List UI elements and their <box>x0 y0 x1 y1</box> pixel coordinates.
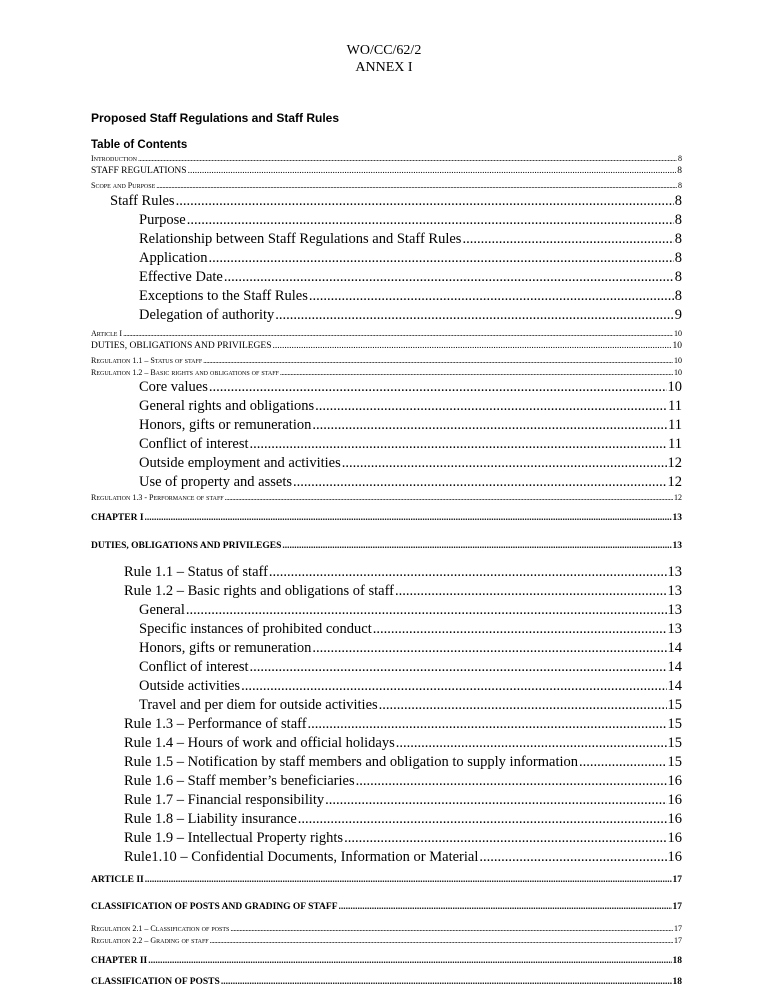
toc-entry-page: 8 <box>678 181 682 190</box>
toc-entry[interactable] <box>124 829 682 848</box>
toc-entry[interactable] <box>91 180 682 191</box>
toc-entry-title: Conflict of interest <box>139 436 249 452</box>
toc-entry-title: Exceptions to the Staff Rules <box>139 288 308 304</box>
dot-leader <box>138 153 677 164</box>
toc-entry[interactable] <box>139 416 682 435</box>
dot-leader <box>209 378 667 397</box>
toc-entry-title: Article I <box>91 329 123 338</box>
toc-entry-title: Rule 1.9 – Intellectual Property rights <box>124 830 344 846</box>
toc-entry-page: 13 <box>667 564 682 580</box>
toc-entry[interactable] <box>124 772 682 791</box>
toc-entry-title: Regulation 1.2 – Basic rights and obligations of staff <box>91 368 279 377</box>
toc-entry-title: ARTICLE II <box>91 875 144 885</box>
dot-leader <box>462 230 673 249</box>
toc-entry-title: Travel and per diem for outside activities <box>139 697 378 713</box>
toc-entry-title: General rights and obligations <box>139 398 315 414</box>
toc-entry-title: STAFF REGULATIONS <box>91 166 187 176</box>
toc-entry-page: 8 <box>674 269 682 285</box>
toc-entry-title: DUTIES, OBLIGATIONS AND PRIVILEGES <box>91 541 282 551</box>
toc-entry-title: Rule 1.2 – Basic rights and obligations of staff <box>124 583 394 599</box>
dot-leader <box>282 540 671 553</box>
dot-leader <box>210 935 673 946</box>
dot-leader <box>280 367 673 378</box>
toc-entry-page: 8 <box>674 231 682 247</box>
toc-entry[interactable] <box>124 791 682 810</box>
toc-entry-title: Rule 1.7 – Financial responsibility <box>124 792 325 808</box>
toc-entry-page: 18 <box>672 956 682 966</box>
toc-entry-page: 10 <box>674 329 682 338</box>
toc-entry[interactable] <box>91 328 682 339</box>
toc-entry-page: 10 <box>674 368 682 377</box>
toc-entry-page: 14 <box>667 659 682 675</box>
toc-entry-title: CLASSIFICATION OF POSTS AND GRADING OF STAFF <box>91 902 338 912</box>
toc-entry-title: DUTIES, OBLIGATIONS AND PRIVILEGES <box>91 341 272 351</box>
toc-entry[interactable] <box>139 306 682 325</box>
toc-entry-title: Regulation 1.3 - Performance of staff <box>91 493 224 502</box>
toc-entry-page: 17 <box>674 924 682 933</box>
toc-entry-title: Honors, gifts or remuneration <box>139 417 312 433</box>
dot-leader <box>579 753 667 772</box>
dot-leader <box>250 435 668 454</box>
toc-entry-page: 11 <box>668 398 682 414</box>
toc-entry[interactable] <box>139 639 682 658</box>
toc-entry[interactable] <box>124 734 682 753</box>
toc-entry-page: 10 <box>674 356 682 365</box>
toc-entry[interactable] <box>110 192 682 211</box>
toc-entry[interactable] <box>139 287 682 306</box>
dot-leader <box>273 340 672 353</box>
toc-entry[interactable] <box>91 153 682 164</box>
toc-entry-title: Relationship between Staff Regulations and Staff Rules <box>139 231 462 247</box>
toc-entry-page: 13 <box>672 541 682 551</box>
toc-entry[interactable] <box>91 512 682 525</box>
toc-entry-title: Rule 1.6 – Staff member’s beneficiaries <box>124 773 355 789</box>
toc-entry-title: Staff Rules <box>110 193 175 209</box>
toc-entry-page: 13 <box>667 621 682 637</box>
toc-entry-title: Outside employment and activities <box>139 455 341 471</box>
toc-entry-page: 9 <box>674 307 682 323</box>
dot-leader <box>379 696 667 715</box>
toc-entry-page: 8 <box>678 154 682 163</box>
toc-entry-page: 13 <box>672 513 682 523</box>
dot-leader <box>342 454 667 473</box>
dot-leader <box>356 772 667 791</box>
toc-entry-title: CHAPTER I <box>91 513 144 523</box>
toc-entry[interactable] <box>91 976 682 989</box>
toc-entry-page: 15 <box>667 754 682 770</box>
toc-entry[interactable] <box>91 340 682 353</box>
toc-entry-title: Rule 1.5 – Notification by staff members and obligation to supply information <box>124 754 578 770</box>
toc-entry[interactable] <box>124 563 682 582</box>
dot-leader <box>312 639 666 658</box>
dot-leader <box>148 955 671 968</box>
toc-entry[interactable] <box>91 367 682 378</box>
dot-leader <box>395 582 667 601</box>
toc-entry[interactable] <box>91 935 682 946</box>
toc-entry-page: 10 <box>667 379 682 395</box>
toc-entry-page: 17 <box>674 936 682 945</box>
toc-entry[interactable] <box>91 874 682 887</box>
toc-entry-title: Rule 1.8 – Liability insurance <box>124 811 297 827</box>
toc-entry-page: 11 <box>668 436 682 452</box>
toc-entry-title: Honors, gifts or remuneration <box>139 640 312 656</box>
toc-entry[interactable] <box>91 355 682 366</box>
toc-entry[interactable] <box>91 901 682 914</box>
toc-heading: Table of Contents <box>91 139 188 151</box>
toc-entry[interactable] <box>139 473 682 492</box>
document-title: Proposed Staff Regulations and Staff Rules <box>91 111 340 125</box>
dot-leader <box>156 180 677 191</box>
toc-entry-title: Regulation 2.2 – Grading of staff <box>91 936 209 945</box>
dot-leader <box>250 658 667 677</box>
toc-entry[interactable] <box>139 658 682 677</box>
toc-entry-page: 8 <box>677 166 682 176</box>
toc-entry-page: 16 <box>667 830 682 846</box>
toc-entry[interactable] <box>139 249 682 268</box>
toc-entry-title: Effective Date <box>139 269 223 285</box>
toc-entry-title: Specific instances of prohibited conduct <box>139 621 372 637</box>
toc-entry[interactable] <box>139 230 682 249</box>
toc-entry-page: 12 <box>667 474 682 490</box>
toc-entry-title: Scope and Purpose <box>91 181 156 190</box>
toc-entry-title: Introduction <box>91 154 137 163</box>
toc-entry-page: 11 <box>668 417 682 433</box>
annex-label: ANNEX I <box>355 60 413 75</box>
dot-leader <box>241 677 666 696</box>
toc-entry[interactable] <box>124 715 682 734</box>
toc-entry[interactable] <box>139 620 682 639</box>
toc-entry-page: 15 <box>667 716 682 732</box>
toc-entry-page: 10 <box>672 341 682 351</box>
dot-leader <box>221 976 672 989</box>
dot-leader <box>298 810 667 829</box>
dot-leader <box>145 512 672 525</box>
dot-leader <box>479 848 666 867</box>
toc-entry[interactable] <box>139 435 682 454</box>
toc-entry-page: 16 <box>667 811 682 827</box>
toc-entry[interactable] <box>139 677 682 696</box>
toc-entry-page: 8 <box>674 288 682 304</box>
toc-entry[interactable] <box>139 268 682 287</box>
dot-leader <box>275 306 673 325</box>
toc-entry-page: 16 <box>667 849 682 865</box>
dot-leader <box>308 715 667 734</box>
toc-entry-title: Core values <box>139 379 208 395</box>
toc-entry-title: CHAPTER II <box>91 956 148 966</box>
dot-leader <box>208 249 673 268</box>
toc-entry-title: General <box>139 602 185 618</box>
toc-entry[interactable] <box>139 454 682 473</box>
toc-entry[interactable] <box>91 492 682 503</box>
dot-leader <box>145 874 672 887</box>
toc-entry[interactable] <box>91 955 682 968</box>
toc-entry-page: 16 <box>667 792 682 808</box>
toc-entry[interactable] <box>124 753 682 772</box>
dot-leader <box>186 601 667 620</box>
toc-entry-page: 8 <box>674 212 682 228</box>
dot-leader <box>224 268 674 287</box>
toc-entry-page: 15 <box>667 735 682 751</box>
toc-entry-title: Outside activities <box>139 678 241 694</box>
toc-entry-page: 15 <box>667 697 682 713</box>
toc-entry-title: Rule1.10 – Confidential Documents, Information or Material <box>124 849 479 865</box>
toc-entry-page: 17 <box>672 875 682 885</box>
toc-entry[interactable] <box>91 165 682 178</box>
toc-entry-page: 8 <box>674 193 682 209</box>
toc-entry[interactable] <box>124 848 682 867</box>
toc-entry-title: Application <box>139 250 208 266</box>
toc-entry[interactable] <box>139 397 682 416</box>
dot-leader <box>344 829 666 848</box>
toc-entry-page: 13 <box>667 583 682 599</box>
toc-entry-page: 14 <box>667 640 682 656</box>
dot-leader <box>325 791 666 810</box>
dot-leader <box>269 563 667 582</box>
dot-leader <box>312 416 667 435</box>
toc-entry-page: 12 <box>674 493 682 502</box>
toc-entry[interactable] <box>139 378 682 397</box>
dot-leader <box>293 473 666 492</box>
toc-entry-title: CLASSIFICATION OF POSTS <box>91 977 220 987</box>
toc-entry-page: 16 <box>667 773 682 789</box>
dot-leader <box>188 165 677 178</box>
toc-entry-page: 8 <box>674 250 682 266</box>
toc-entry-title: Rule 1.4 – Hours of work and official holidays <box>124 735 395 751</box>
toc-entry[interactable] <box>139 601 682 620</box>
toc-entry[interactable] <box>124 582 682 601</box>
toc-entry-title: Conflict of interest <box>139 659 249 675</box>
dot-leader <box>315 397 667 416</box>
toc-entry-title: Use of property and assets <box>139 474 293 490</box>
dot-leader <box>309 287 674 306</box>
toc-entry-title: Purpose <box>139 212 186 228</box>
toc-entry-title: Rule 1.1 – Status of staff <box>124 564 268 580</box>
dot-leader <box>187 211 674 230</box>
toc-entry[interactable] <box>91 540 682 553</box>
toc-entry-page: 14 <box>667 678 682 694</box>
toc-entry[interactable] <box>91 923 682 934</box>
dot-leader <box>225 492 673 503</box>
toc-entry-title: Regulation 2.1 – Classification of posts <box>91 924 230 933</box>
toc-entry-page: 12 <box>667 455 682 471</box>
dot-leader <box>230 923 673 934</box>
dot-leader <box>203 355 673 366</box>
toc-entry-title: Regulation 1.1 – Status of staff <box>91 356 203 365</box>
toc-entry[interactable] <box>139 696 682 715</box>
dot-leader <box>176 192 674 211</box>
toc-entry[interactable] <box>124 810 682 829</box>
dot-leader <box>123 328 673 339</box>
dot-leader <box>396 734 667 753</box>
dot-leader <box>373 620 667 639</box>
toc-entry-title: Delegation of authority <box>139 307 275 323</box>
toc-entry-title: Rule 1.3 – Performance of staff <box>124 716 307 732</box>
document-reference: WO/CC/62/2 <box>346 43 422 58</box>
toc-entry-page: 17 <box>672 902 682 912</box>
dot-leader <box>339 901 672 914</box>
toc-entry-page: 18 <box>672 977 682 987</box>
toc-entry-page: 13 <box>667 602 682 618</box>
toc-entry[interactable] <box>139 211 682 230</box>
